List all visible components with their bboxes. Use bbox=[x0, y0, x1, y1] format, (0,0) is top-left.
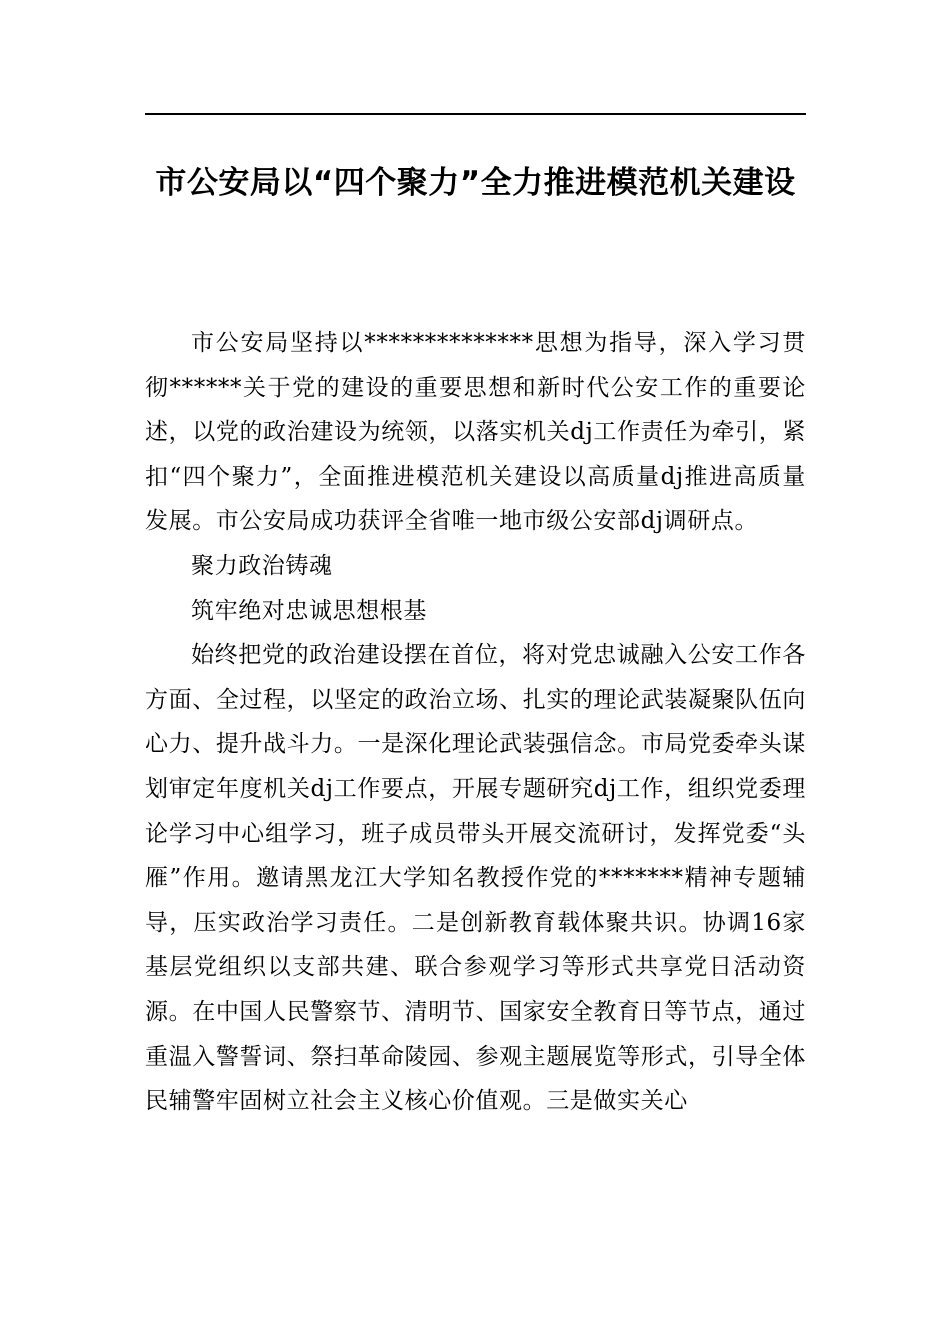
section-subheading: 筑牢绝对忠诚思想根基 bbox=[191, 597, 427, 624]
document-title: 市公安局以“四个聚力”全力推进模范机关建设 bbox=[155, 165, 796, 201]
body-paragraph: 始终把党的政治建设摆在首位，将对党忠诚融入公安工作各方面、全过程，以坚定的政治立场、扎实的理论武装凝聚队伍向心力、提升战斗力。一是深化理论武装强信念。市局党委牵头谋划审定年度机关dj工作要点，开展专题研究dj工作，组织党委理论学习中心组学习，班子成员带头开展交流研讨，发挥党委“头雁”作用。邀请黑龙江大学知名教授作党的*******精神专题辅导，压实政治学习责任。二是创新教育载体聚共识。协调16家基层党组织以支部共建、联合参观学习等形式共享党日活动资源。在中国人民警察节、清明节、国家安全教育日等节点，通过重温入警誓词、祭扫革命陵园、参观主题展览等形式，引导全体民辅警牢固树立社会主义核心价值观。三是做实关心 bbox=[145, 642, 806, 1115]
section-heading: 聚力政治铸魂 bbox=[191, 552, 333, 579]
intro-paragraph: 市公安局坚持以**************思想为指导，深入学习贯彻******关于党的建设的重要思想和新时代公安工作的重要论述，以党的政治建设为统领，以落实机关dj工作责任为牵引，紧扣“四个聚力”，全面推进模范机关建设以高质量dj推进高质量发展。市公安局成功获评全省唯一地市级公安部dj调研点。 bbox=[145, 330, 806, 535]
document-body bbox=[145, 321, 806, 1124]
header-rule bbox=[145, 113, 806, 115]
